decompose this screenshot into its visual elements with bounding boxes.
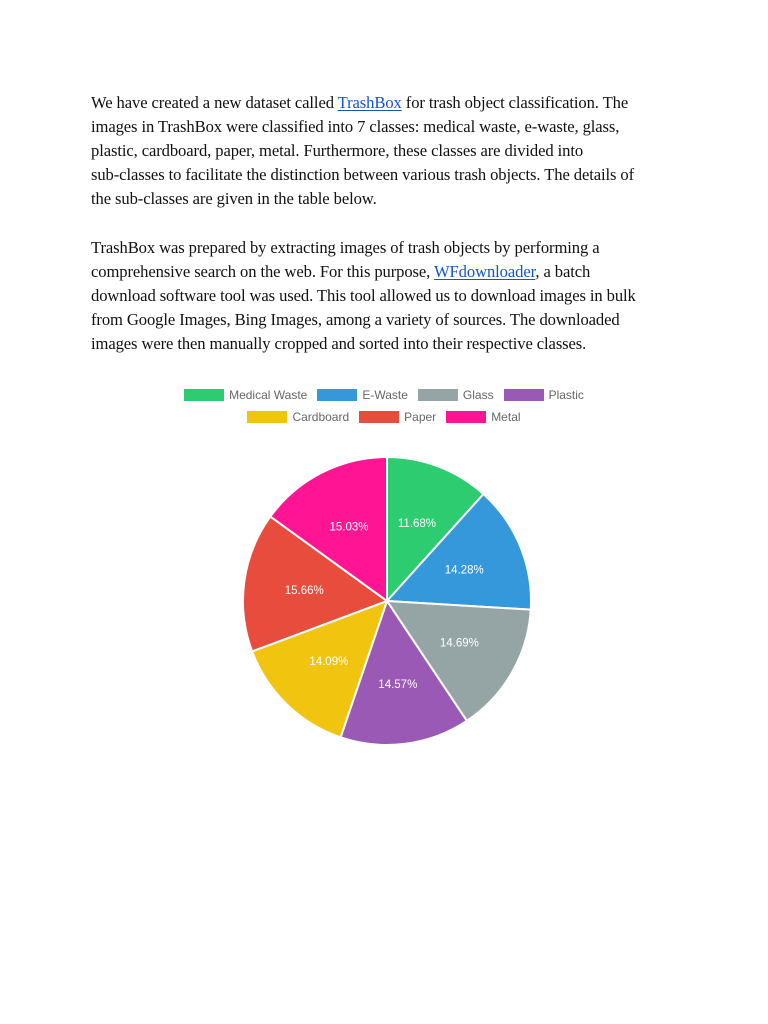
paragraph-line: images were then manually cropped and sorted into their respective classes.: [91, 334, 587, 353]
legend-swatch: [418, 389, 458, 401]
text-span: , a batch: [535, 262, 591, 281]
legend-swatch: [359, 411, 399, 423]
pie-slice-value-label: 11.68%: [397, 518, 437, 531]
legend-item-medical-waste[interactable]: [184, 388, 307, 402]
pie-slice-value-label: 14.57%: [378, 678, 418, 691]
legend-swatch: [247, 411, 287, 423]
paragraph-line: [91, 91, 691, 115]
legend-label: Glass: [462, 388, 494, 402]
legend-row: [0, 388, 768, 402]
paragraph-line: download software tool was used. This tool allowed us to download images in bulk: [91, 286, 636, 305]
legend-swatch: [504, 389, 544, 401]
text-span: We have created a new dataset called: [91, 93, 338, 112]
pie-slice-value-label: 14.09%: [309, 655, 349, 668]
pie-slice-value-label: 14.69%: [439, 637, 479, 650]
legend-item-e-waste[interactable]: [317, 388, 408, 402]
legend-item-cardboard[interactable]: [247, 410, 349, 424]
paragraph-line: from Google Images, Bing Images, among a variety of sources. The downloaded: [91, 310, 620, 329]
legend-swatch: [446, 411, 486, 423]
legend-row: [0, 410, 768, 424]
pie-slice-value-label: 15.03%: [329, 521, 369, 534]
legend-swatch: [317, 389, 357, 401]
legend-item-metal[interactable]: [446, 410, 520, 424]
intro-paragraph: [91, 91, 691, 211]
legend-item-plastic[interactable]: [504, 388, 584, 402]
paragraph-line: the sub-classes are given in the table below.: [91, 189, 377, 208]
paragraph-line: [91, 260, 691, 284]
legend-label: E-Waste: [362, 388, 408, 402]
legend-label: Plastic: [548, 388, 584, 402]
text-span: comprehensive search on the web. For this purpose,: [91, 262, 434, 281]
wfdownloader-link[interactable]: WFdownloader: [433, 262, 536, 281]
legend-swatch: [184, 389, 224, 401]
legend-label: Medical Waste: [229, 388, 308, 402]
legend-label: Paper: [404, 410, 437, 424]
pie-slice-value-label: 14.28%: [444, 564, 484, 577]
method-paragraph: [91, 236, 691, 356]
pie-slices: [243, 457, 531, 745]
pie-slice-value-label: 15.66%: [284, 584, 324, 597]
legend-label: Metal: [491, 410, 521, 424]
paragraph-line: sub-classes to facilitate the distinction between various trash objects. The details of: [91, 165, 635, 184]
paragraph-line: TrashBox was prepared by extracting images of trash objects by performing a: [91, 238, 600, 257]
trashbox-link[interactable]: TrashBox: [337, 93, 402, 112]
legend-item-glass[interactable]: [418, 388, 494, 402]
legend-item-paper[interactable]: [359, 410, 436, 424]
paragraph-line: images in TrashBox were classified into 7 classes: medical waste, e-waste, glass,: [91, 117, 620, 136]
paragraph-line: plastic, cardboard, paper, metal. Furthermore, these classes are divided into: [91, 141, 584, 160]
legend-label: Cardboard: [292, 410, 350, 424]
text-span: for trash object classification. The: [401, 93, 629, 112]
